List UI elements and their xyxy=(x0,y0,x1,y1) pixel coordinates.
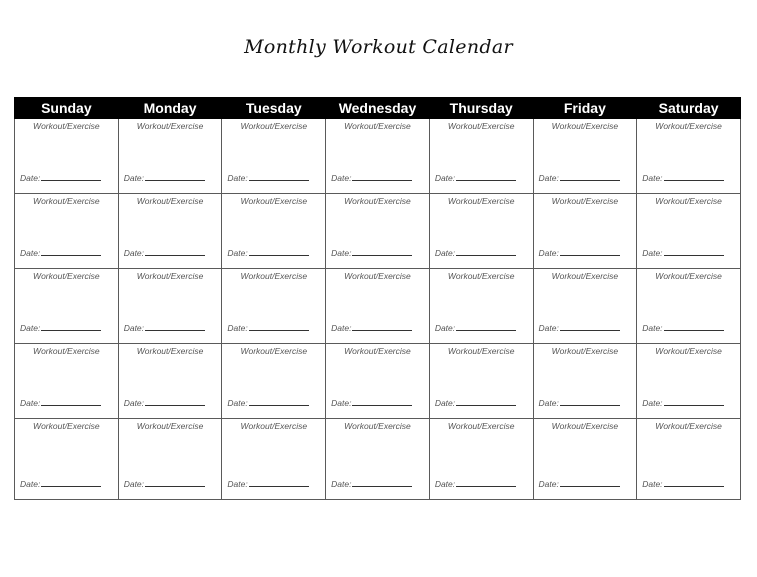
day-cell xyxy=(15,344,119,419)
date-blank-line xyxy=(41,397,101,406)
day-cell xyxy=(637,194,741,269)
date-entry xyxy=(227,322,308,333)
day-cell xyxy=(118,344,222,419)
date-blank-line xyxy=(41,172,101,181)
date-entry xyxy=(331,247,412,258)
workout-exercise-label: Workout/Exercise xyxy=(551,121,619,131)
date-blank-line xyxy=(249,322,309,331)
workout-exercise-label: Workout/Exercise xyxy=(447,121,515,131)
date-entry xyxy=(331,478,412,489)
workout-exercise-label: Workout/Exercise xyxy=(655,121,722,131)
day-cell xyxy=(222,419,326,500)
day-cell xyxy=(326,419,430,500)
header-friday: Friday xyxy=(533,98,637,119)
date-blank-line xyxy=(456,478,516,487)
date-blank-line xyxy=(560,322,620,331)
date-blank-line xyxy=(41,322,101,331)
date-entry xyxy=(435,397,516,408)
day-cell xyxy=(533,344,637,419)
date-blank-line xyxy=(560,478,620,487)
day-cell xyxy=(15,194,119,269)
date-label: Date: xyxy=(123,173,145,183)
week-row xyxy=(15,119,741,194)
day-cell xyxy=(637,344,741,419)
day-cell xyxy=(118,194,222,269)
day-cell xyxy=(222,194,326,269)
date-blank-line xyxy=(456,397,516,406)
date-entry xyxy=(435,172,516,183)
date-blank-line xyxy=(249,172,309,181)
date-blank-line xyxy=(145,247,205,256)
date-entry xyxy=(124,172,205,183)
workout-exercise-label: Workout/Exercise xyxy=(33,271,100,281)
page-title: Monthly Workout Calendar xyxy=(244,36,513,58)
date-entry xyxy=(124,322,205,333)
workout-exercise-label: Workout/Exercise xyxy=(240,196,308,206)
date-label: Date: xyxy=(20,398,41,408)
date-entry xyxy=(539,322,620,333)
workout-exercise-label: Workout/Exercise xyxy=(33,421,100,431)
workout-exercise-label: Workout/Exercise xyxy=(447,346,515,356)
workout-exercise-label: Workout/Exercise xyxy=(344,196,411,206)
workout-calendar-grid xyxy=(14,97,741,500)
day-cell xyxy=(326,269,430,344)
workout-exercise-label: Workout/Exercise xyxy=(136,196,204,206)
date-blank-line xyxy=(560,172,620,181)
date-label: Date: xyxy=(434,398,456,408)
date-entry xyxy=(642,172,723,183)
date-entry xyxy=(124,247,205,258)
weekday-header-row xyxy=(15,98,741,119)
date-blank-line xyxy=(249,397,309,406)
workout-exercise-label: Workout/Exercise xyxy=(655,421,722,431)
workout-exercise-label: Workout/Exercise xyxy=(551,271,619,281)
date-label: Date: xyxy=(331,248,352,258)
date-label: Date: xyxy=(20,248,41,258)
date-blank-line xyxy=(456,247,516,256)
date-label: Date: xyxy=(227,398,248,408)
day-cell xyxy=(637,119,741,194)
date-label: Date: xyxy=(227,323,248,333)
date-blank-line xyxy=(352,247,412,256)
week-row xyxy=(15,269,741,344)
date-label: Date: xyxy=(434,248,456,258)
day-cell xyxy=(326,119,430,194)
header-sunday: Sunday xyxy=(15,98,119,119)
workout-exercise-label: Workout/Exercise xyxy=(33,196,100,206)
date-label: Date: xyxy=(538,173,559,183)
date-blank-line xyxy=(145,397,205,406)
workout-exercise-label: Workout/Exercise xyxy=(136,121,204,131)
date-label: Date: xyxy=(434,323,456,333)
date-entry xyxy=(227,478,308,489)
day-cell xyxy=(533,119,637,194)
date-label: Date: xyxy=(227,248,248,258)
date-entry xyxy=(435,478,516,489)
date-label: Date: xyxy=(642,398,663,408)
date-entry xyxy=(20,322,101,333)
date-label: Date: xyxy=(642,248,663,258)
date-label: Date: xyxy=(20,479,41,489)
date-blank-line xyxy=(352,478,412,487)
workout-exercise-label: Workout/Exercise xyxy=(655,196,722,206)
week-row xyxy=(15,344,741,419)
date-entry xyxy=(435,247,516,258)
date-blank-line xyxy=(664,247,724,256)
date-label: Date: xyxy=(331,323,352,333)
day-cell xyxy=(15,419,119,500)
workout-exercise-label: Workout/Exercise xyxy=(344,421,411,431)
date-label: Date: xyxy=(538,479,559,489)
date-blank-line xyxy=(664,172,724,181)
date-entry xyxy=(539,397,620,408)
header-wednesday: Wednesday xyxy=(326,98,430,119)
day-cell xyxy=(429,119,533,194)
date-label: Date: xyxy=(227,479,248,489)
date-blank-line xyxy=(249,247,309,256)
date-entry xyxy=(331,322,412,333)
day-cell xyxy=(15,119,119,194)
day-cell xyxy=(533,269,637,344)
date-blank-line xyxy=(456,172,516,181)
date-blank-line xyxy=(352,172,412,181)
day-cell xyxy=(429,269,533,344)
date-label: Date: xyxy=(20,323,41,333)
date-entry xyxy=(227,172,308,183)
date-label: Date: xyxy=(434,173,456,183)
date-label: Date: xyxy=(642,323,663,333)
workout-exercise-label: Workout/Exercise xyxy=(447,271,515,281)
workout-exercise-label: Workout/Exercise xyxy=(136,421,204,431)
date-label: Date: xyxy=(331,173,352,183)
workout-exercise-label: Workout/Exercise xyxy=(33,346,100,356)
date-entry xyxy=(124,397,205,408)
date-label: Date: xyxy=(538,248,559,258)
workout-exercise-label: Workout/Exercise xyxy=(240,121,308,131)
workout-exercise-label: Workout/Exercise xyxy=(33,121,100,131)
date-label: Date: xyxy=(123,248,145,258)
day-cell xyxy=(118,119,222,194)
day-cell xyxy=(533,194,637,269)
date-entry xyxy=(227,397,308,408)
day-cell xyxy=(15,269,119,344)
date-label: Date: xyxy=(538,398,559,408)
date-entry xyxy=(227,247,308,258)
date-blank-line xyxy=(664,397,724,406)
date-blank-line xyxy=(664,478,724,487)
header-monday: Monday xyxy=(118,98,222,119)
workout-exercise-label: Workout/Exercise xyxy=(136,346,204,356)
date-blank-line xyxy=(456,322,516,331)
date-entry xyxy=(20,397,101,408)
workout-exercise-label: Workout/Exercise xyxy=(344,346,411,356)
day-cell xyxy=(326,344,430,419)
date-blank-line xyxy=(145,478,205,487)
day-cell xyxy=(222,269,326,344)
date-blank-line xyxy=(560,247,620,256)
week-row xyxy=(15,419,741,500)
date-entry xyxy=(20,247,101,258)
workout-exercise-label: Workout/Exercise xyxy=(447,196,515,206)
workout-exercise-label: Workout/Exercise xyxy=(551,421,619,431)
date-blank-line xyxy=(664,322,724,331)
date-entry xyxy=(539,172,620,183)
workout-exercise-label: Workout/Exercise xyxy=(655,346,722,356)
workout-exercise-label: Workout/Exercise xyxy=(655,271,722,281)
day-cell xyxy=(118,419,222,500)
date-label: Date: xyxy=(331,398,352,408)
calendar-body xyxy=(15,119,741,500)
day-cell xyxy=(326,194,430,269)
date-label: Date: xyxy=(434,479,456,489)
date-entry xyxy=(331,397,412,408)
date-blank-line xyxy=(145,172,205,181)
day-cell xyxy=(429,194,533,269)
workout-exercise-label: Workout/Exercise xyxy=(344,121,411,131)
workout-exercise-label: Workout/Exercise xyxy=(136,271,204,281)
day-cell xyxy=(429,344,533,419)
date-label: Date: xyxy=(123,479,145,489)
date-blank-line xyxy=(249,478,309,487)
workout-exercise-label: Workout/Exercise xyxy=(551,196,619,206)
date-blank-line xyxy=(352,397,412,406)
workout-exercise-label: Workout/Exercise xyxy=(447,421,515,431)
date-blank-line xyxy=(145,322,205,331)
workout-exercise-label: Workout/Exercise xyxy=(240,421,308,431)
date-label: Date: xyxy=(20,173,41,183)
day-cell xyxy=(637,419,741,500)
date-label: Date: xyxy=(642,479,663,489)
workout-exercise-label: Workout/Exercise xyxy=(240,271,308,281)
workout-exercise-label: Workout/Exercise xyxy=(240,346,308,356)
date-label: Date: xyxy=(538,323,559,333)
workout-exercise-label: Workout/Exercise xyxy=(551,346,619,356)
date-entry xyxy=(642,247,723,258)
date-entry xyxy=(20,172,101,183)
date-label: Date: xyxy=(227,173,248,183)
date-label: Date: xyxy=(331,479,352,489)
date-entry xyxy=(642,478,723,489)
workout-exercise-label: Workout/Exercise xyxy=(344,271,411,281)
date-entry xyxy=(331,172,412,183)
day-cell xyxy=(533,419,637,500)
date-entry xyxy=(435,322,516,333)
date-label: Date: xyxy=(123,398,145,408)
date-blank-line xyxy=(352,322,412,331)
date-entry xyxy=(642,397,723,408)
header-thursday: Thursday xyxy=(429,98,533,119)
day-cell xyxy=(637,269,741,344)
date-blank-line xyxy=(41,247,101,256)
day-cell xyxy=(429,419,533,500)
day-cell xyxy=(222,344,326,419)
week-row xyxy=(15,194,741,269)
date-entry xyxy=(20,478,101,489)
date-blank-line xyxy=(41,478,101,487)
header-tuesday: Tuesday xyxy=(222,98,326,119)
header-saturday: Saturday xyxy=(637,98,741,119)
date-label: Date: xyxy=(642,173,663,183)
date-label: Date: xyxy=(123,323,145,333)
day-cell xyxy=(222,119,326,194)
date-entry xyxy=(539,478,620,489)
date-entry xyxy=(124,478,205,489)
date-entry xyxy=(539,247,620,258)
day-cell xyxy=(118,269,222,344)
date-blank-line xyxy=(560,397,620,406)
date-entry xyxy=(642,322,723,333)
